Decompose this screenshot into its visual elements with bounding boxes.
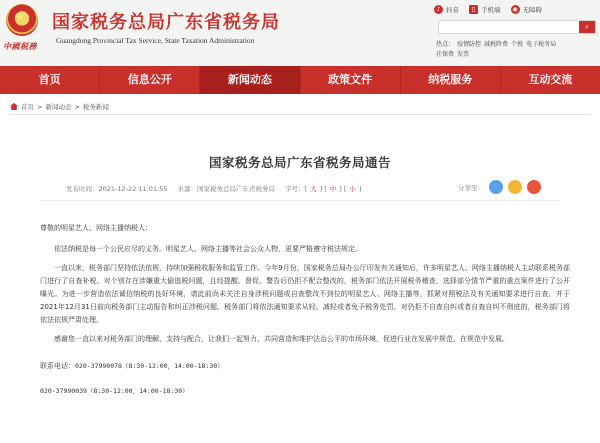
nav-item-policy[interactable]: 政策文件	[301, 66, 401, 94]
quick-link-mobile[interactable]	[469, 5, 501, 14]
breadcrumb-separator: >	[74, 102, 80, 111]
nav-item-home[interactable]: 首页	[0, 66, 100, 94]
nav-item-interaction[interactable]: 互动交流	[528, 73, 573, 86]
font-size-large[interactable]: 大	[310, 185, 317, 193]
accessibility-icon: ◉	[512, 6, 518, 13]
article-source: 来源：国家税务总局广东省税务局	[177, 185, 276, 193]
nav-item-info-disclosure[interactable]: 信息公开	[100, 66, 200, 94]
nav-item-tax-service[interactable]: 纳税服务	[401, 66, 501, 94]
font-size-small[interactable]: 小	[349, 185, 356, 193]
contact-phone-1	[40, 360, 570, 373]
hot-word-link[interactable]: 个税	[511, 41, 524, 48]
quick-link-accessibility[interactable]	[511, 5, 543, 14]
hot-word-link[interactable]: 社保费	[436, 51, 455, 58]
logo-calligraphy: 中國税務	[3, 41, 37, 51]
hot-word-link[interactable]: 疫情防控	[457, 41, 482, 48]
article-title: 国家税务总局广东省税务局通告	[208, 155, 391, 170]
tax-emblem-logo[interactable]	[6, 4, 38, 36]
share-bar	[458, 180, 541, 194]
breadcrumb-tax-news[interactable]: 税务新闻	[82, 103, 109, 111]
breadcrumb-separator: >	[37, 102, 43, 111]
article-body	[40, 222, 570, 398]
quick-link-douyin[interactable]	[434, 5, 459, 14]
breadcrumb	[10, 102, 109, 111]
font-size-label: 字号：	[285, 185, 305, 193]
publish-time: 发布时间：2021-12-22 11:01:55	[66, 185, 168, 193]
article-meta	[66, 184, 361, 193]
divider	[10, 114, 590, 115]
article-paragraph: 一直以来，税务部门坚持依法依规，持续加强税收服务和监管工作。今年9月份，国家税务总局办公厅印发有关通知后，许多明星艺人、网络主播纳税人主动联系税务部门进行了自查补税。对个别存在涉嫌重大偷逃税问题，且经提醒、督促、警告后仍拒不配合整改的，税务部门依法开展税务稽查，选择部分情节严重的重点案件进行了公开曝光。为进一步营造依法诚信纳税的良好环境，请此前尚未关注自身涉税问题或自查整改不到位的明星艺人、网络主播等，抓紧对照税法及有关通知要求进行自查，并于2021年12月31日前向税务部门主动报告和纠正涉税问题。税务部门将依法通知要求从轻、减轻或者免予税务处罚。对仍拒不自查自纠或者自查自纠不彻底的，税务部门将依法依规严肃处理。	[40, 264, 570, 324]
home-icon	[10, 103, 18, 110]
site-header	[0, 0, 600, 66]
contact-phone-2: 020-37990039（8:30-12:00，14:00-18:30）	[40, 387, 189, 395]
font-size-medium[interactable]: 中	[329, 185, 337, 193]
search-button[interactable]	[579, 21, 595, 33]
weibo-icon[interactable]	[527, 180, 541, 194]
share-label: 分享至：	[458, 183, 484, 192]
star-icon: ★	[15, 10, 26, 24]
quick-link-label: 手机端	[481, 6, 501, 14]
qq-icon[interactable]	[489, 180, 503, 194]
hot-word-link[interactable]: 发票	[457, 51, 470, 58]
search-input[interactable]	[443, 22, 579, 32]
qzone-icon[interactable]	[508, 180, 522, 194]
hot-word-link[interactable]: 减税降费	[484, 41, 509, 48]
contact-number: 020-37990078（8:30-12:00，14:00-18:30）	[75, 362, 224, 370]
contact-label: 联系电话：	[40, 362, 75, 370]
article-paragraph: 感谢您一直以来对税务部门的理解、支持与配合，让我们一起努力，共同营造和维护法治公平的市场环境，促进行业在发展中规范，在规范中发展。	[54, 335, 509, 343]
divider	[40, 200, 560, 201]
article-paragraph: 依法纳税是每一个公民应尽的义务。明星艺人、网络主播等社会公众人物，更要严格遵守税法规定。	[54, 245, 362, 253]
hot-words	[436, 40, 596, 60]
quick-links	[434, 5, 542, 14]
quick-link-label: 无障碍	[522, 6, 542, 14]
nav-item-news[interactable]: 新闻动态	[200, 66, 300, 94]
site-title[interactable]: 国家税务总局广东省税务局	[52, 12, 280, 33]
breadcrumb-home[interactable]: 首页	[21, 103, 34, 111]
hot-word-link[interactable]: 电子税务局	[526, 41, 557, 48]
font-size-control: 字号：[ 大 ] [ 中 ] [ 小 ]	[285, 185, 362, 193]
mobile-icon: ▯	[469, 5, 478, 14]
breadcrumb-news[interactable]: 新闻动态	[45, 103, 72, 111]
douyin-icon: ♪	[434, 5, 443, 14]
hot-words-label: 热点：	[436, 41, 455, 48]
search-box	[438, 20, 596, 34]
search-icon: ⌕	[585, 23, 589, 31]
site-subtitle-english: Guangdong Provincial Tax Service, State Taxation Administration	[56, 36, 255, 45]
quick-link-label: 抖音	[446, 6, 459, 14]
article-greeting: 尊敬的明星艺人、网络主播纳税人：	[40, 224, 152, 232]
main-nav	[0, 66, 600, 94]
